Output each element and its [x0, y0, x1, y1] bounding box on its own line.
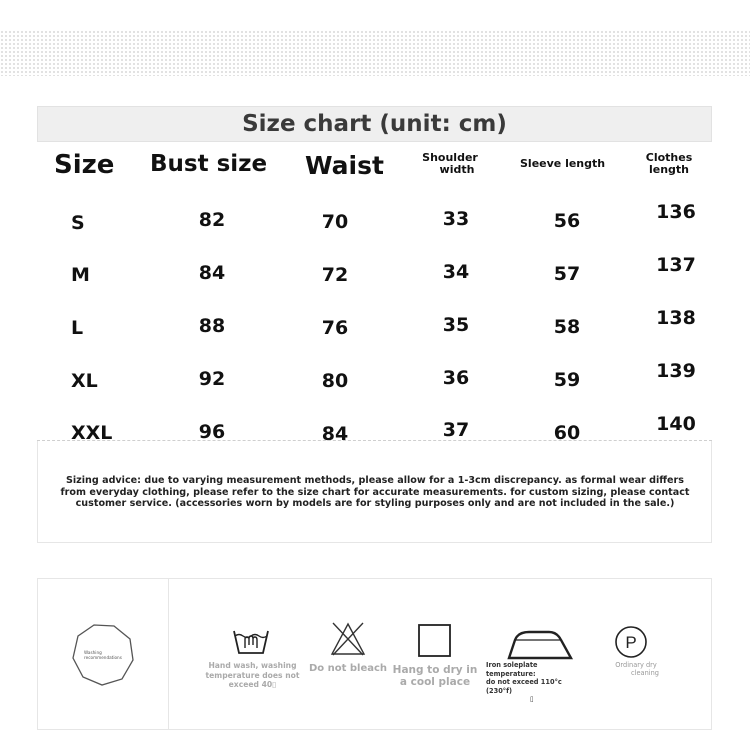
dry-clean-line2: cleaning: [631, 669, 659, 677]
header-clothes-length: [640, 152, 698, 176]
hand-wash-icon: [230, 624, 272, 656]
row-m-bust: 84: [198, 262, 226, 284]
hang-dry-line1: Hang to dry in: [392, 664, 478, 676]
header-waist: Waist: [305, 151, 384, 180]
washing-recommendations-label: [84, 650, 130, 660]
row-xxl-bust: 96: [198, 421, 226, 443]
iron-label: [486, 661, 586, 704]
octagon-label-line1: Washing: [84, 650, 102, 655]
row-s-size: S: [71, 212, 85, 234]
row-m-length: 137: [656, 254, 696, 276]
hang-dry-icon: [417, 623, 453, 659]
row-m-size: M: [71, 264, 90, 286]
no-bleach-label: Do not bleach: [308, 663, 388, 674]
row-xxl-sleeve: 60: [553, 422, 581, 444]
iron-icon: [505, 626, 581, 660]
hand-wash-line2: temperature does not: [205, 670, 300, 680]
header-size: Size: [54, 150, 115, 180]
dry-cleaning-label: [608, 661, 664, 677]
header-shoulder-width: [418, 152, 482, 176]
row-s-waist: 70: [321, 211, 349, 233]
row-xxl-waist: 84: [321, 423, 349, 445]
header-clothes-line2: length: [648, 163, 690, 176]
row-m-shoulder: 34: [442, 261, 470, 283]
dotted-pattern-band: [0, 30, 750, 76]
row-m-sleeve: 57: [553, 263, 581, 285]
row-l-waist: 76: [321, 317, 349, 339]
hang-dry-line2: a cool place: [399, 676, 471, 688]
row-xxl-shoulder: 37: [442, 419, 470, 441]
row-xxl-size: XXL: [71, 422, 113, 444]
size-chart-title: Size chart (unit: cm): [37, 106, 712, 142]
row-s-sleeve: 56: [553, 210, 581, 232]
row-l-sleeve: 58: [553, 316, 581, 338]
row-xl-bust: 92: [198, 368, 226, 390]
hand-wash-line1: Hand wash, washing: [208, 661, 297, 670]
no-bleach-icon: [329, 621, 367, 657]
row-m-waist: 72: [321, 264, 349, 286]
header-shoulder-line2: width: [439, 163, 475, 176]
dry-clean-line1: Ordinary dry: [615, 661, 657, 669]
sizing-advice-text: [50, 475, 700, 510]
row-xl-length: 139: [656, 360, 696, 382]
row-l-size: L: [71, 317, 84, 339]
octagon-label-line2: recommendations: [84, 655, 122, 660]
row-s-length: 136: [656, 201, 696, 223]
row-xxl-length: 140: [656, 413, 696, 435]
row-l-shoulder: 35: [442, 314, 470, 336]
hang-dry-label: [388, 664, 482, 688]
hand-wash-line3: exceed 40▯: [228, 680, 277, 689]
iron-line3: ▯: [530, 695, 534, 703]
advice-line-1: Sizing advice: due to varying measurement methods, please allow for a 1-3cm discrepancy. as formal wear differs: [65, 475, 684, 486]
row-xl-size: XL: [71, 370, 98, 392]
row-xl-shoulder: 36: [442, 367, 470, 389]
header-shoulder-line1: Shoulder: [422, 151, 478, 164]
dry-cleaning-icon: [613, 624, 649, 660]
row-l-bust: 88: [198, 315, 226, 337]
header-bust-size: Bust size: [150, 151, 268, 177]
care-instructions-box: [37, 578, 712, 730]
row-s-shoulder: 33: [442, 208, 470, 230]
iron-line1: Iron soleplate temperature:: [486, 661, 538, 678]
row-l-length: 138: [656, 307, 696, 329]
advice-line-3: customer service. (accessories worn by models are for styling purposes only and are not included in the sale.): [75, 498, 675, 509]
row-xl-waist: 80: [321, 370, 349, 392]
hand-wash-label: [200, 661, 305, 690]
advice-line-2: from everyday clothing, please refer to the size chart for accurate measurements. for custom sizing, please contact: [60, 486, 690, 498]
care-box-divider: [168, 578, 169, 730]
iron-line2: do not exceed 110°c (230°f): [486, 678, 562, 695]
row-xl-sleeve: 59: [553, 369, 581, 391]
row-s-bust: 82: [198, 209, 226, 231]
header-clothes-line1: Clothes: [645, 151, 693, 164]
dry-cleaning-letter: P: [625, 633, 637, 652]
header-sleeve-length: Sleeve length: [520, 157, 606, 170]
